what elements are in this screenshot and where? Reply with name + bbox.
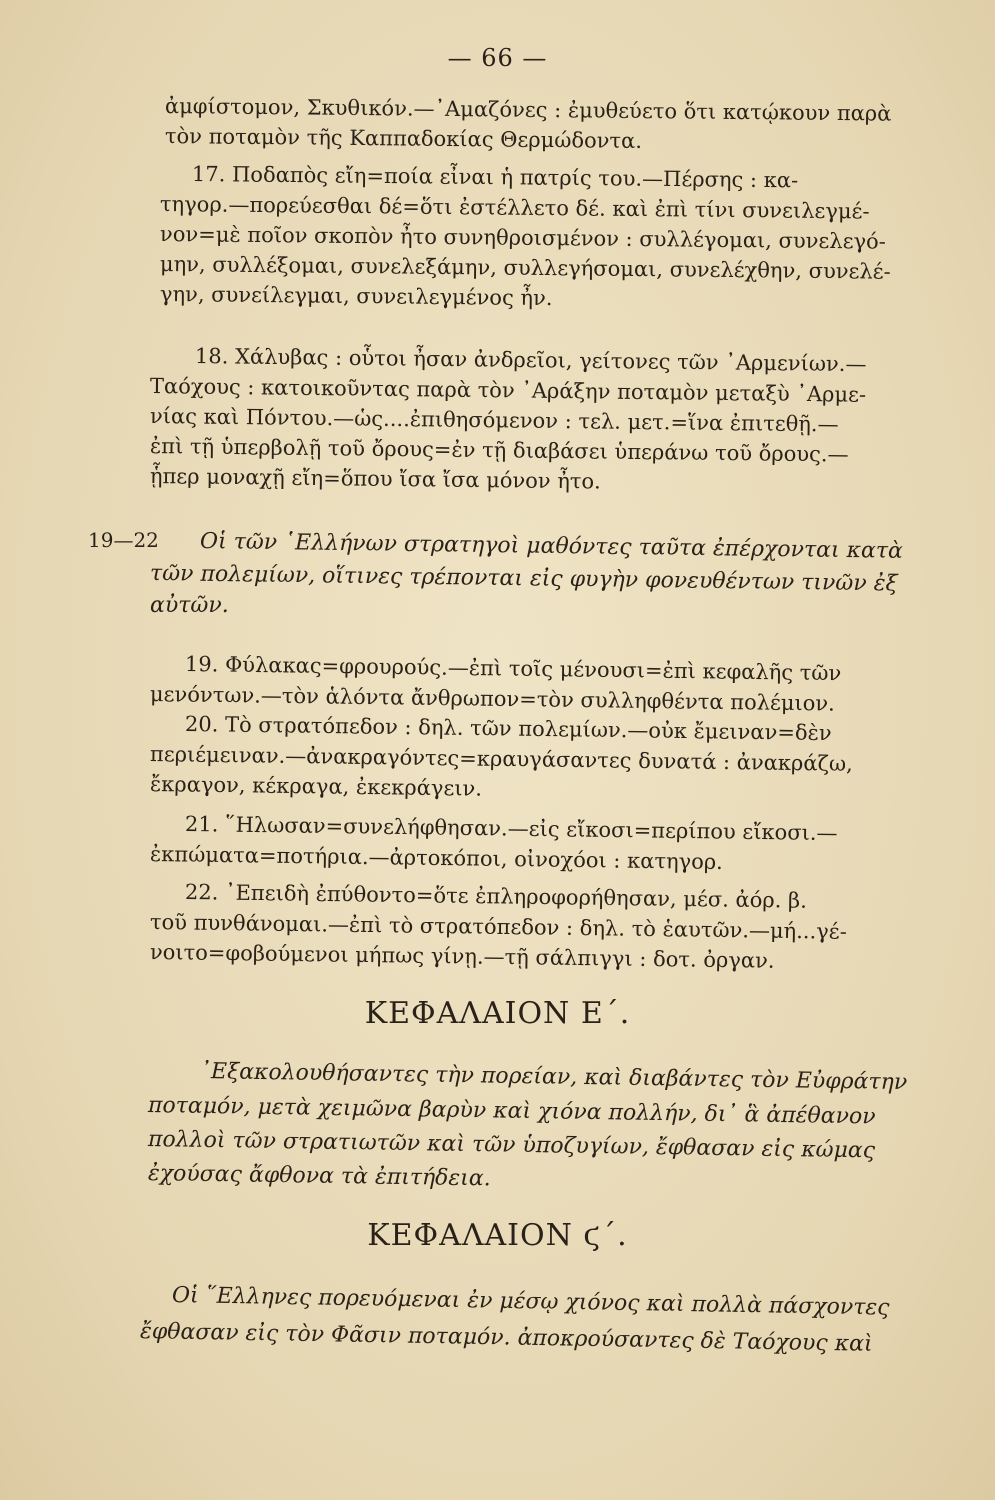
section-range: 19—22 [88, 528, 159, 552]
text-line: μην, συλλέξομαι, συνελεξάμην, συλλεγήσομαι, συνελέχθην, συνελέ- [159, 252, 891, 284]
text-line: 19. Φύλακας=φρουρούς.—ἐπὶ τοῖς μένουσι=ἐπὶ κεφαλῆς τῶν [184, 652, 842, 686]
text-line: 22. ᾿Επειδὴ ἐπύθοντο=ὅτε ἐπληροφορήθησαν, μέσ. ἀόρ. β. [184, 880, 808, 913]
text-line: 20. Τὸ στρατόπεδον : δηλ. τῶν πολεμίων.—οὐκ ἔμειναν=δὲν [184, 712, 832, 746]
chapter-heading: ΚΕΦΑΛΑΙΟΝ Ε΄. [364, 996, 631, 1031]
text-line: τηγορ.—πορεύεσθαι δέ=ὅτι ἐστέλλετο δέ. καὶ ἐπὶ τίνι συνειλεγμέ- [159, 192, 870, 224]
text-line: Ταόχους : κατοικοῦντας παρὰ τὸν ᾿Αράξην ποταμὸν μεταξὺ ᾿Αρμε- [149, 374, 867, 407]
text-line: 18. Χάλυβας : οὗτοι ἦσαν ἀνδρεῖοι, γείτονες τῶν ᾿Αρμενίων.— [194, 344, 867, 377]
text-line: ᾗπερ μοναχῇ εἴη=ὅπου ἴσα ἴσα μόνον ἦτο. [149, 464, 601, 494]
text-line: τὸν ποταμὸν τῆς Καππαδοκίας Θερμώδοντα. [164, 124, 643, 153]
text-line: μενόντων.—τὸν ἁλόντα ἄνθρωπον=τὸν συλληφθέντα πολέμιον. [149, 682, 836, 716]
summary-line: αὐτῶν. [150, 593, 229, 618]
text-line: νοιτο=φοβούμενοι μήπως γίνῃ.—τῇ σάλπιγγι : δοτ. ὀργαν. [149, 940, 775, 973]
page-number: — 66 — [447, 44, 548, 72]
summary-line: ἔφθασαν εἰς τὸν Φᾶσιν ποταμόν. ἀποκρούσαντες δὲ Ταόχους καὶ [139, 1319, 873, 1357]
summary-line: ἐχούσας ἄφθονα τὰ ἐπιτήδεια. [147, 1161, 491, 1192]
summary-line: πολλοὶ τῶν στρατιωτῶν καὶ τῶν ὑποζυγίων, ἔφθασαν εἰς κώμας [147, 1127, 876, 1164]
text-line: ἐκπώματα=ποτήρια.—ἀρτοκόποι, οἰνοχόοι : κατηγορ. [149, 842, 724, 874]
summary-line: ᾿Εξακολουθήσαντες τὴν πορείαν, καὶ διαβάντες τὸν Εὐφράτην [199, 1059, 908, 1096]
text-line: ἔκραγον, κέκραγα, ἐκεκράγειν. [149, 772, 483, 801]
text-line: νίας καὶ Πόντου.—ὡς....ἐπιθησόμενον : τελ. μετ.=ἵνα ἐπιτεθῇ.— [149, 404, 839, 437]
text-line: 21. ῞Ηλωσαν=συνελήφθησαν.—εἰς εἴκοσι=περίπου εἴκοσι.— [184, 812, 838, 846]
summary-line: τῶν πολεμίων, οἵτινες τρέπονται εἰς φυγὴν φονευθέντων τινῶν ἐξ [149, 561, 898, 597]
text-line: γην, συνείλεγμαι, συνειλεγμένος ἦν. [159, 282, 553, 311]
chapter-heading: ΚΕΦΑΛΑΙΟΝ ϛ΄. [367, 1218, 628, 1253]
text-line: 17. Ποδαπὸς εἴη=ποία εἶναι ἡ πατρίς του.—Πέρσης : κα- [191, 162, 799, 193]
text-line: περιέμειναν.—ἀνακραγόντες=κραυγάσαντες δυνατά : ἀνακράζω, [149, 742, 853, 776]
text-line: ἀμφίστομον, Σκυθικόν.—᾿Αμαζόνες : ἐμυθεύετο ὅτι κατῴκουν παρὰ [164, 94, 892, 126]
summary-line: ποταμόν, μετὰ χειμῶνα βαρὺν καὶ χιόνα πολλήν, δι᾿ ἃ ἀπέθανον [147, 1093, 876, 1130]
summary-line: Οἱ τῶν ῾Ελλήνων στρατηγοὶ μαθόντες ταῦτα ἐπέρχονται κατὰ [199, 529, 904, 564]
summary-line: Οἱ ῞Ελληνες πορευόμεναι ἐν μέσῳ χιόνος καὶ πολλὰ πάσχοντες [171, 1283, 890, 1321]
text-line: νον=μὲ ποῖον σκοπὸν ἦτο συνηθροισμένον : συλλέγομαι, συνελεγό- [159, 222, 886, 254]
text-line: ἐπὶ τῇ ὑπερβολῇ τοῦ ὄρους=ἐν τῇ διαβάσει ὑπεράνω τοῦ ὄρους.— [149, 434, 849, 467]
text-line: τοῦ πυνθάνομαι.—ἐπὶ τὸ στρατόπεδον : δηλ. τὸ ἑαυτῶν.—μή...γέ- [149, 910, 847, 944]
